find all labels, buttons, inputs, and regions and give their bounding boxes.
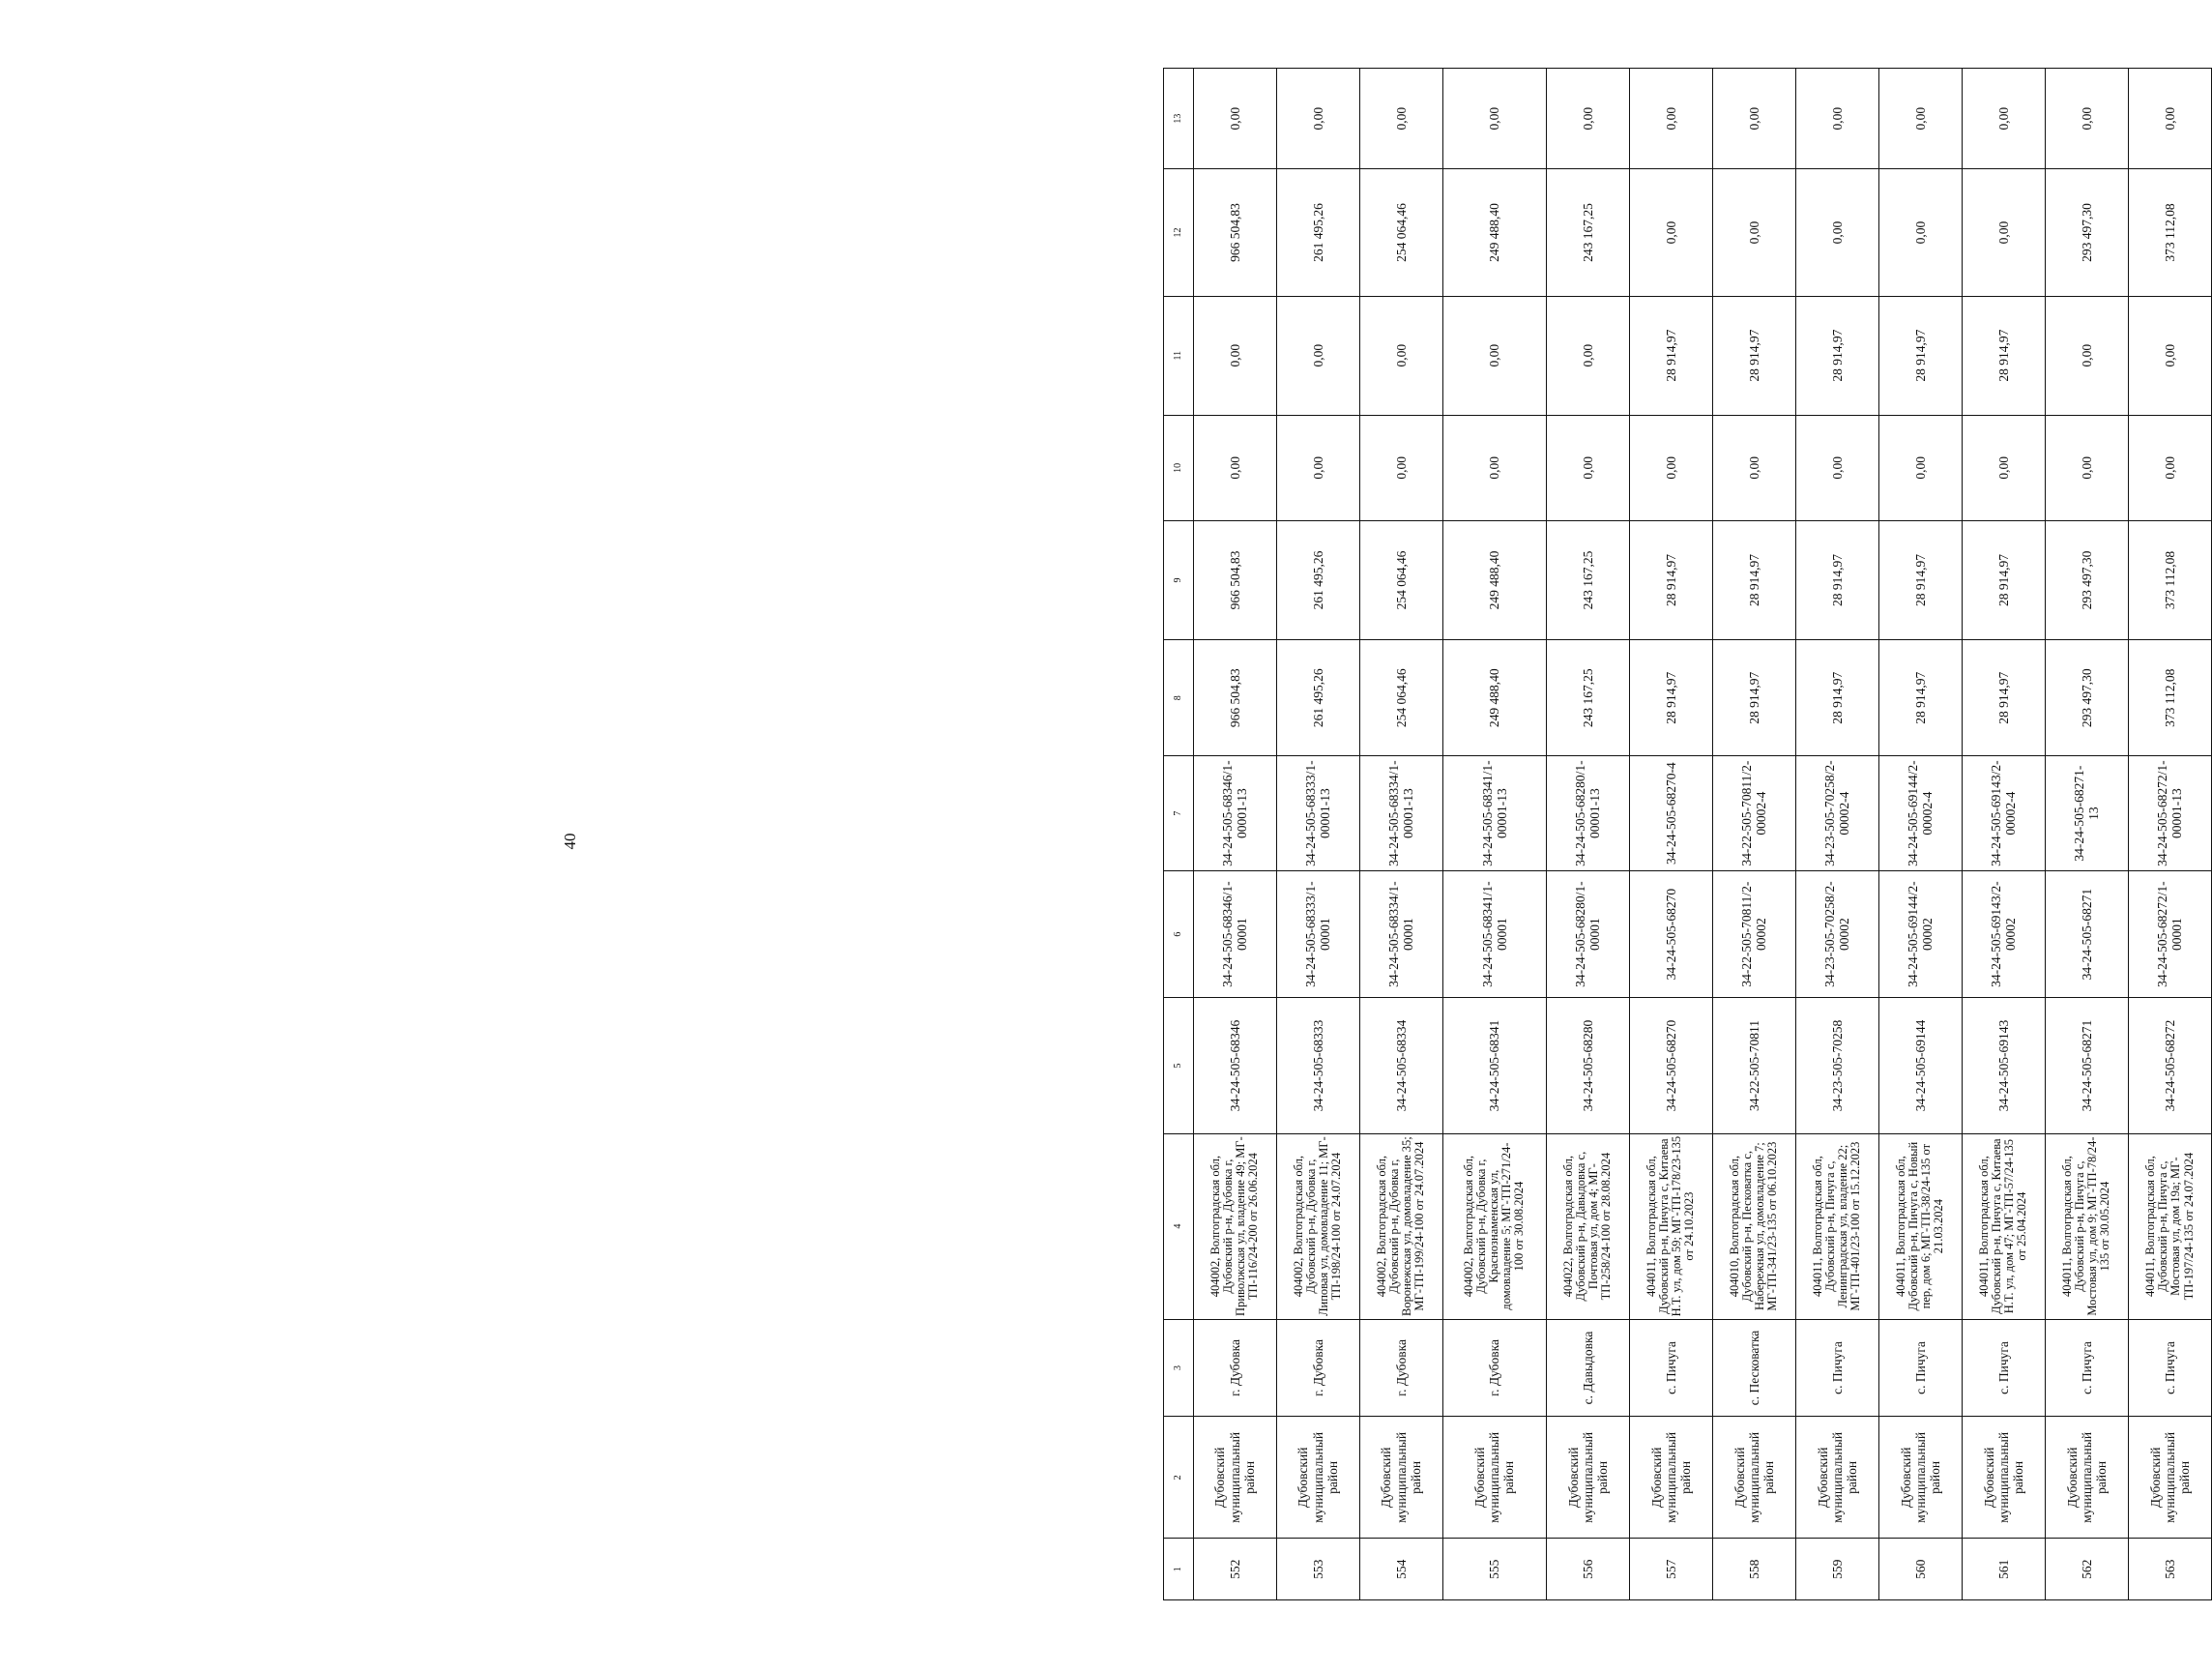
row-number: 554 bbox=[1359, 1539, 1442, 1600]
amount-col11-cell: 0,00 bbox=[1442, 296, 1546, 415]
amount-col8-cell: 28 914,97 bbox=[1712, 639, 1795, 756]
amount-col13-cell: 0,00 bbox=[1359, 69, 1442, 169]
amount-col13-cell: 0,00 bbox=[1193, 69, 1276, 169]
sub-code-cell: 34-24-505-68280/1-00001 bbox=[1546, 870, 1629, 998]
code-cell: 34-24-505-68341 bbox=[1442, 998, 1546, 1133]
column-number: 4 bbox=[1164, 1133, 1194, 1319]
table-row bbox=[1193, 69, 1276, 1600]
locality-cell: с. Давыдовка bbox=[1546, 1319, 1629, 1417]
amount-col12-cell: 0,00 bbox=[1878, 169, 1962, 297]
sub-code-cell: 34-24-505-68272/1-00001 bbox=[2128, 870, 2211, 998]
locality-cell: г. Дубовка bbox=[1193, 1319, 1276, 1417]
district-cell: Дубовский муниципальный район bbox=[2128, 1417, 2211, 1539]
code-cell: 34-24-505-68271 bbox=[2045, 998, 2128, 1133]
amount-col8-cell: 261 495,26 bbox=[1276, 639, 1359, 756]
row-number: 555 bbox=[1442, 1539, 1546, 1600]
code-cell: 34-24-505-68333 bbox=[1276, 998, 1359, 1133]
registry-table-container bbox=[1163, 68, 2212, 1600]
code-cell: 34-24-505-68346 bbox=[1193, 998, 1276, 1133]
amount-col8-cell: 249 488,40 bbox=[1442, 639, 1546, 756]
locality-cell: с. Пичуга bbox=[1795, 1319, 1878, 1417]
sub-code-cell: 34-24-505-69143/2-00002 bbox=[1962, 870, 2045, 998]
amount-col12-cell: 0,00 bbox=[1795, 169, 1878, 297]
locality-cell: с. Пичуга bbox=[2045, 1319, 2128, 1417]
column-number: 5 bbox=[1164, 998, 1194, 1133]
amount-col12-cell: 261 495,26 bbox=[1276, 169, 1359, 297]
amount-col10-cell: 0,00 bbox=[1712, 415, 1795, 521]
amount-col11-cell: 28 914,97 bbox=[1795, 296, 1878, 415]
amount-col10-cell: 0,00 bbox=[1546, 415, 1629, 521]
row-number: 557 bbox=[1629, 1539, 1712, 1600]
district-cell: Дубовский муниципальный район bbox=[2045, 1417, 2128, 1539]
address-cell: 404002, Волгоградская обл, Дубовский р-н, Дубовка г, Липовая ул, домовладение 11; МГ-ТП-198/24-100 от 24.07.2024 bbox=[1276, 1133, 1359, 1319]
code-cell: 34-24-505-68270 bbox=[1629, 998, 1712, 1133]
amount-col12-cell: 249 488,40 bbox=[1442, 169, 1546, 297]
table-row bbox=[1546, 69, 1629, 1600]
amount-col13-cell: 0,00 bbox=[1878, 69, 1962, 169]
column-number-row bbox=[1164, 69, 1194, 1600]
object-code-cell: 34-24-505-69143/2-00002-4 bbox=[1962, 756, 2045, 870]
amount-col13-cell: 0,00 bbox=[1795, 69, 1878, 169]
amount-col13-cell: 0,00 bbox=[2128, 69, 2211, 169]
amount-col11-cell: 28 914,97 bbox=[1878, 296, 1962, 415]
address-cell: 404002, Волгоградская обл, Дубовский р-н, Дубовка г, Приволжская ул, владение 49; МГ-ТП-116/24-200 от 26.06.2024 bbox=[1193, 1133, 1276, 1319]
table-row bbox=[1359, 69, 1442, 1600]
district-cell: Дубовский муниципальный район bbox=[1962, 1417, 2045, 1539]
column-number: 8 bbox=[1164, 639, 1194, 756]
amount-col10-cell: 0,00 bbox=[1878, 415, 1962, 521]
table-row bbox=[1276, 69, 1359, 1600]
amount-col9-cell: 28 914,97 bbox=[1712, 521, 1795, 640]
amount-col10-cell: 0,00 bbox=[1962, 415, 2045, 521]
table-row bbox=[1712, 69, 1795, 1600]
district-cell: Дубовский муниципальный район bbox=[1546, 1417, 1629, 1539]
amount-col13-cell: 0,00 bbox=[1712, 69, 1795, 169]
amount-col11-cell: 0,00 bbox=[1359, 296, 1442, 415]
amount-col9-cell: 243 167,25 bbox=[1546, 521, 1629, 640]
district-cell: Дубовский муниципальный район bbox=[1193, 1417, 1276, 1539]
amount-col10-cell: 0,00 bbox=[1795, 415, 1878, 521]
amount-col9-cell: 28 914,97 bbox=[1629, 521, 1712, 640]
table-row bbox=[1442, 69, 1546, 1600]
amount-col13-cell: 0,00 bbox=[1962, 69, 2045, 169]
object-code-cell: 34-24-505-68333/1-00001-13 bbox=[1276, 756, 1359, 870]
amount-col10-cell: 0,00 bbox=[1193, 415, 1276, 521]
object-code-cell: 34-24-505-68271-13 bbox=[2045, 756, 2128, 870]
address-cell: 404011, Волгоградская обл, Дубовский р-н, Пичуга с, Ленинградская ул, владение 22; МГ-ТП-401/23-100 от 15.12.2023 bbox=[1795, 1133, 1878, 1319]
sub-code-cell: 34-22-505-70811/2-00002 bbox=[1712, 870, 1795, 998]
column-number: 12 bbox=[1164, 169, 1194, 297]
locality-cell: с. Пичуга bbox=[1962, 1319, 2045, 1417]
object-code-cell: 34-22-505-70811/2-00002-4 bbox=[1712, 756, 1795, 870]
address-cell: 404010, Волгоградская обл, Дубовский р-н, Песковатка с, Набережная ул, домовладение 7; МГ-ТП-341/23-135 от 06.10.2023 bbox=[1712, 1133, 1795, 1319]
locality-cell: с. Пичуга bbox=[2128, 1319, 2211, 1417]
address-cell: 404002, Волгоградская обл, Дубовский р-н, Дубовка г, Воронежская ул, домовладение 35; МГ-ТП-199/24-100 от 24.07.2024 bbox=[1359, 1133, 1442, 1319]
object-code-cell: 34-24-505-68272/1-00001-13 bbox=[2128, 756, 2211, 870]
amount-col12-cell: 254 064,46 bbox=[1359, 169, 1442, 297]
district-cell: Дубовский муниципальный район bbox=[1442, 1417, 1546, 1539]
amount-col8-cell: 293 497,30 bbox=[2045, 639, 2128, 756]
column-number: 1 bbox=[1164, 1539, 1194, 1600]
amount-col8-cell: 28 914,97 bbox=[1962, 639, 2045, 756]
amount-col12-cell: 966 504,83 bbox=[1193, 169, 1276, 297]
row-number: 562 bbox=[2045, 1539, 2128, 1600]
address-cell: 404011, Волгоградская обл, Дубовский р-н, Пичуга с, Мостовая ул, дом 9; МГ-ТП-78/24-135 от 30.05.2024 bbox=[2045, 1133, 2128, 1319]
amount-col9-cell: 28 914,97 bbox=[1795, 521, 1878, 640]
column-number: 11 bbox=[1164, 296, 1194, 415]
code-cell: 34-23-505-70258 bbox=[1795, 998, 1878, 1133]
amount-col13-cell: 0,00 bbox=[1629, 69, 1712, 169]
object-code-cell: 34-24-505-68270-4 bbox=[1629, 756, 1712, 870]
sub-code-cell: 34-24-505-68346/1-00001 bbox=[1193, 870, 1276, 998]
column-number: 7 bbox=[1164, 756, 1194, 870]
amount-col8-cell: 28 914,97 bbox=[1795, 639, 1878, 756]
sub-code-cell: 34-24-505-69144/2-00002 bbox=[1878, 870, 1962, 998]
page-number: 40 bbox=[561, 833, 579, 850]
amount-col11-cell: 0,00 bbox=[2128, 296, 2211, 415]
amount-col8-cell: 243 167,25 bbox=[1546, 639, 1629, 756]
amount-col12-cell: 0,00 bbox=[1629, 169, 1712, 297]
object-code-cell: 34-24-505-68334/1-00001-13 bbox=[1359, 756, 1442, 870]
amount-col10-cell: 0,00 bbox=[1629, 415, 1712, 521]
amount-col8-cell: 373 112,08 bbox=[2128, 639, 2211, 756]
sub-code-cell: 34-24-505-68270 bbox=[1629, 870, 1712, 998]
object-code-cell: 34-24-505-69144/2-00002-4 bbox=[1878, 756, 1962, 870]
row-number: 561 bbox=[1962, 1539, 2045, 1600]
district-cell: Дубовский муниципальный район bbox=[1276, 1417, 1359, 1539]
amount-col9-cell: 28 914,97 bbox=[1878, 521, 1962, 640]
amount-col11-cell: 0,00 bbox=[1193, 296, 1276, 415]
amount-col9-cell: 249 488,40 bbox=[1442, 521, 1546, 640]
district-cell: Дубовский муниципальный район bbox=[1795, 1417, 1878, 1539]
row-number: 559 bbox=[1795, 1539, 1878, 1600]
amount-col13-cell: 0,00 bbox=[1276, 69, 1359, 169]
object-code-cell: 34-24-505-68346/1-00001-13 bbox=[1193, 756, 1276, 870]
amount-col12-cell: 243 167,25 bbox=[1546, 169, 1629, 297]
row-number: 556 bbox=[1546, 1539, 1629, 1600]
amount-col10-cell: 0,00 bbox=[1276, 415, 1359, 521]
amount-col12-cell: 373 112,08 bbox=[2128, 169, 2211, 297]
amount-col9-cell: 254 064,46 bbox=[1359, 521, 1442, 640]
code-cell: 34-24-505-68334 bbox=[1359, 998, 1442, 1133]
amount-col10-cell: 0,00 bbox=[2045, 415, 2128, 521]
table-row bbox=[2128, 69, 2211, 1600]
address-cell: 404022, Волгоградская обл, Дубовский р-н, Давыдовка с, Почтовая ул, дом 4; МГ-ТП-258/24-100 от 28.08.2024 bbox=[1546, 1133, 1629, 1319]
amount-col10-cell: 0,00 bbox=[1442, 415, 1546, 521]
address-cell: 404011, Волгоградская обл, Дубовский р-н, Пичуга с, Китаева Н.Т. ул, дом 59; МГ-ТП-178/23-135 от 24.10.2023 bbox=[1629, 1133, 1712, 1319]
amount-col9-cell: 261 495,26 bbox=[1276, 521, 1359, 640]
sub-code-cell: 34-24-505-68333/1-00001 bbox=[1276, 870, 1359, 998]
amount-col13-cell: 0,00 bbox=[2045, 69, 2128, 169]
object-code-cell: 34-24-505-68280/1-00001-13 bbox=[1546, 756, 1629, 870]
column-number: 9 bbox=[1164, 521, 1194, 640]
registry-table bbox=[1163, 68, 2212, 1600]
locality-cell: г. Дубовка bbox=[1359, 1319, 1442, 1417]
amount-col12-cell: 0,00 bbox=[1712, 169, 1795, 297]
sub-code-cell: 34-23-505-70258/2-00002 bbox=[1795, 870, 1878, 998]
code-cell: 34-24-505-68280 bbox=[1546, 998, 1629, 1133]
locality-cell: с. Песковатка bbox=[1712, 1319, 1795, 1417]
amount-col11-cell: 28 914,97 bbox=[1712, 296, 1795, 415]
amount-col8-cell: 28 914,97 bbox=[1629, 639, 1712, 756]
amount-col9-cell: 373 112,08 bbox=[2128, 521, 2211, 640]
amount-col9-cell: 293 497,30 bbox=[2045, 521, 2128, 640]
table-row bbox=[1629, 69, 1712, 1600]
locality-cell: с. Пичуга bbox=[1878, 1319, 1962, 1417]
locality-cell: с. Пичуга bbox=[1629, 1319, 1712, 1417]
object-code-cell: 34-23-505-70258/2-00002-4 bbox=[1795, 756, 1878, 870]
sub-code-cell: 34-24-505-68341/1-00001 bbox=[1442, 870, 1546, 998]
table-row bbox=[1962, 69, 2045, 1600]
code-cell: 34-24-505-69143 bbox=[1962, 998, 2045, 1133]
amount-col9-cell: 966 504,83 bbox=[1193, 521, 1276, 640]
table-row bbox=[1795, 69, 1878, 1600]
sub-code-cell: 34-24-505-68271 bbox=[2045, 870, 2128, 998]
amount-col11-cell: 0,00 bbox=[1276, 296, 1359, 415]
address-cell: 404011, Волгоградская обл, Дубовский р-н, Пичуга с, Новый пер, дом 6; МГ-ТП-38/24-135 от 21.03.2024 bbox=[1878, 1133, 1962, 1319]
column-number: 6 bbox=[1164, 870, 1194, 998]
row-number: 560 bbox=[1878, 1539, 1962, 1600]
amount-col10-cell: 0,00 bbox=[2128, 415, 2211, 521]
row-number: 552 bbox=[1193, 1539, 1276, 1600]
code-cell: 34-24-505-69144 bbox=[1878, 998, 1962, 1133]
sub-code-cell: 34-24-505-68334/1-00001 bbox=[1359, 870, 1442, 998]
column-number: 10 bbox=[1164, 415, 1194, 521]
column-number: 13 bbox=[1164, 69, 1194, 169]
district-cell: Дубовский муниципальный район bbox=[1359, 1417, 1442, 1539]
address-cell: 404011, Волгоградская обл, Дубовский р-н, Пичуга с, Китаева Н.Т. ул, дом 47; МГ-ТП-57/24-135 от 25.04.2024 bbox=[1962, 1133, 2045, 1319]
amount-col11-cell: 28 914,97 bbox=[1629, 296, 1712, 415]
district-cell: Дубовский муниципальный район bbox=[1878, 1417, 1962, 1539]
amount-col8-cell: 254 064,46 bbox=[1359, 639, 1442, 756]
amount-col8-cell: 28 914,97 bbox=[1878, 639, 1962, 756]
address-cell: 404011, Волгоградская обл, Дубовский р-н, Пичуга с, Мостовая ул, дом 19а; МГ-ТП-197/24-135 от 24.07.2024 bbox=[2128, 1133, 2211, 1319]
district-cell: Дубовский муниципальный район bbox=[1712, 1417, 1795, 1539]
row-number: 563 bbox=[2128, 1539, 2211, 1600]
column-number: 3 bbox=[1164, 1319, 1194, 1417]
amount-col8-cell: 966 504,83 bbox=[1193, 639, 1276, 756]
amount-col12-cell: 293 497,30 bbox=[2045, 169, 2128, 297]
amount-col13-cell: 0,00 bbox=[1546, 69, 1629, 169]
amount-col9-cell: 28 914,97 bbox=[1962, 521, 2045, 640]
address-cell: 404002, Волгоградская обл, Дубовский р-н, Дубовка г, Краснознаменская ул, домовладение 5; МГ-ТП-271/24-100 от 30.08.2024 bbox=[1442, 1133, 1546, 1319]
table-row bbox=[2045, 69, 2128, 1600]
locality-cell: г. Дубовка bbox=[1442, 1319, 1546, 1417]
row-number: 558 bbox=[1712, 1539, 1795, 1600]
object-code-cell: 34-24-505-68341/1-00001-13 bbox=[1442, 756, 1546, 870]
amount-col11-cell: 28 914,97 bbox=[1962, 296, 2045, 415]
code-cell: 34-24-505-68272 bbox=[2128, 998, 2211, 1133]
amount-col11-cell: 0,00 bbox=[2045, 296, 2128, 415]
locality-cell: г. Дубовка bbox=[1276, 1319, 1359, 1417]
row-number: 553 bbox=[1276, 1539, 1359, 1600]
table-row bbox=[1878, 69, 1962, 1600]
table-body bbox=[1193, 69, 2211, 1600]
amount-col12-cell: 0,00 bbox=[1962, 169, 2045, 297]
amount-col10-cell: 0,00 bbox=[1359, 415, 1442, 521]
district-cell: Дубовский муниципальный район bbox=[1629, 1417, 1712, 1539]
column-number: 2 bbox=[1164, 1417, 1194, 1539]
amount-col11-cell: 0,00 bbox=[1546, 296, 1629, 415]
code-cell: 34-22-505-70811 bbox=[1712, 998, 1795, 1133]
amount-col13-cell: 0,00 bbox=[1442, 69, 1546, 169]
